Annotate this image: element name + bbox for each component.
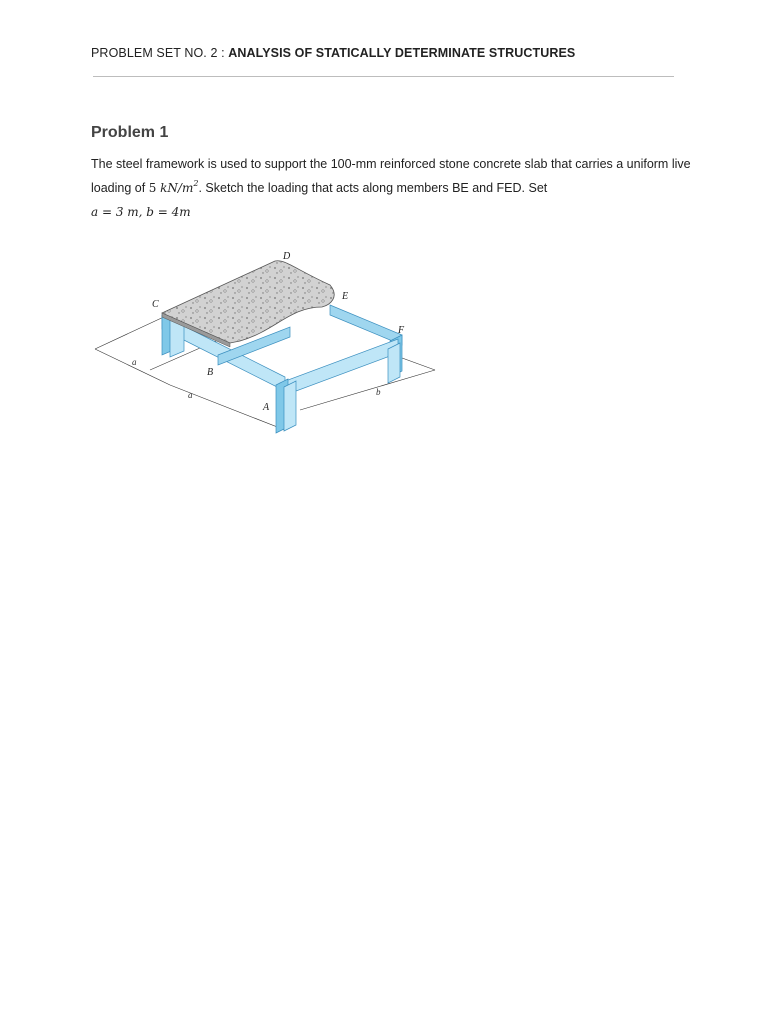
label-F: F bbox=[398, 325, 405, 336]
label-A: A bbox=[263, 402, 270, 413]
statement-text-1: The steel framework is used to support the 100-mm reinforced stone concrete slab that carries a uniform live loading of bbox=[91, 157, 691, 195]
framework-drawing bbox=[90, 245, 440, 435]
label-C: C bbox=[152, 299, 159, 310]
problem-set-title: ANALYSIS OF STATICALLY DETERMINATE STRUCTURES bbox=[228, 46, 576, 60]
problem-statement bbox=[91, 152, 691, 224]
problem-title: Problem 1 bbox=[91, 124, 169, 141]
load-formula bbox=[149, 181, 199, 195]
dimension-b: b bbox=[376, 387, 381, 397]
label-D: D bbox=[283, 251, 291, 262]
page-header bbox=[91, 46, 691, 60]
label-B: B bbox=[207, 367, 214, 378]
label-E: E bbox=[342, 291, 349, 302]
statement-text-2: . Sketch the loading that acts along members BE and FED. Set bbox=[198, 181, 548, 195]
load-unit: kN/m bbox=[160, 181, 194, 195]
problem-set-number: PROBLEM SET NO. 2 : bbox=[91, 46, 229, 60]
parameter-values: a = 3 m, b = 4m bbox=[91, 205, 191, 219]
dimension-a-upper: a bbox=[132, 357, 137, 367]
load-value: 5 bbox=[148, 181, 157, 195]
steel-framework-figure bbox=[90, 245, 440, 435]
dimension-a-lower: a bbox=[188, 390, 193, 400]
load-exponent: 2 bbox=[193, 179, 199, 188]
header-divider bbox=[93, 76, 674, 77]
